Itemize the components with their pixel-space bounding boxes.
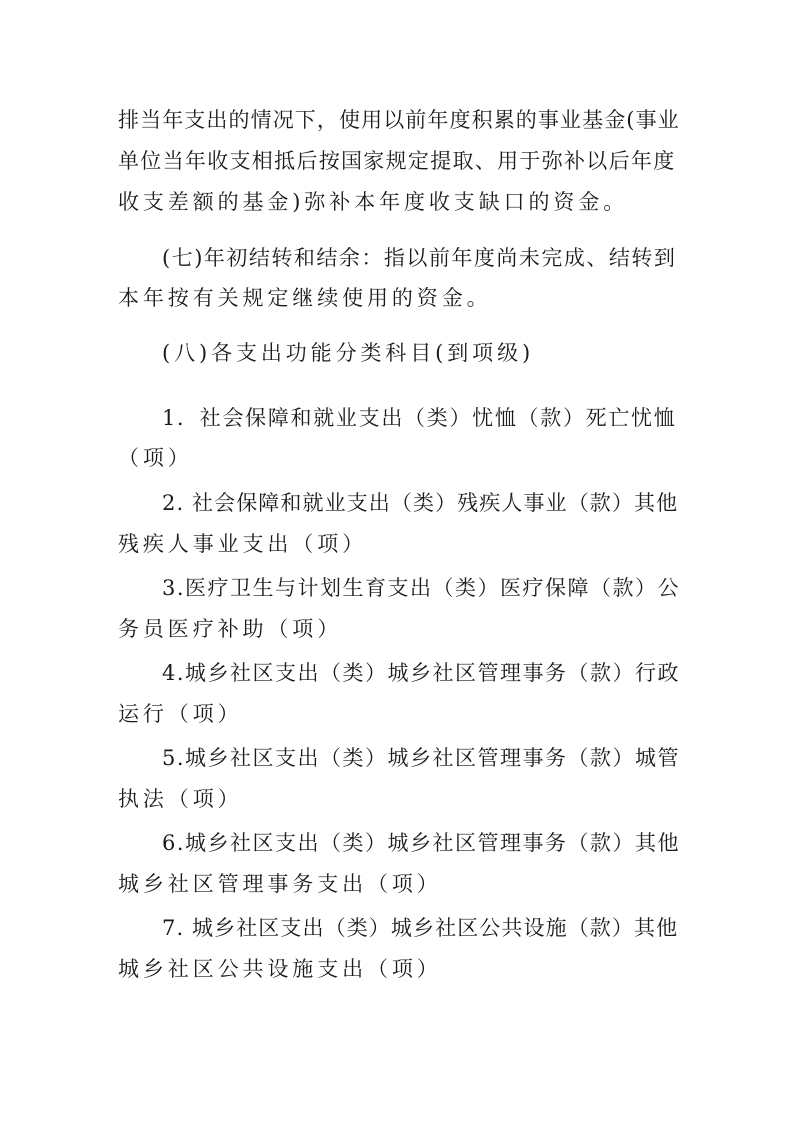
list-item-4: 4.城乡社区支出（类）城乡社区管理事务（款）行政 (162, 661, 681, 685)
paragraph-line: 排当年支出的情况下，使用以前年度积累的事业基金(事业 (118, 108, 680, 132)
list-item-4-cont: 运行（项） (118, 702, 243, 726)
list-item-6-cont: 城乡社区管理事务支出（项） (118, 872, 442, 896)
section-heading-8: (八)各支出功能分类科目(到项级) (162, 341, 535, 365)
section-heading-7: (七)年初结转和结余：指以前年度尚未完成、结转到 (162, 246, 677, 270)
list-item-2: 2. 社会保障和就业支出（类）残疾人事业（款）其他 (162, 491, 679, 515)
list-item-1-cont: （项） (118, 446, 193, 470)
list-item-6: 6.城乡社区支出（类）城乡社区管理事务（款）其他 (162, 831, 681, 855)
list-item-1: 1．社会保障和就业支出（类）忧恤（款）死亡忧恤 (162, 406, 677, 430)
list-item-5: 5.城乡社区支出（类）城乡社区管理事务（款）城管 (162, 746, 681, 770)
list-item-7-cont: 城乡社区公共设施支出（项） (118, 957, 442, 981)
paragraph-line: 收支差额的基金)弥补本年度收支缺口的资金。 (118, 190, 629, 214)
list-item-3: 3.医疗卫生与计划生育支出（类）医疗保障（款）公 (162, 576, 681, 600)
list-item-7: 7. 城乡社区支出（类）城乡社区公共设施（款）其他 (162, 916, 679, 940)
paragraph-line: 本年按有关规定继续使用的资金。 (118, 286, 492, 310)
list-item-5-cont: 执法（项） (118, 787, 243, 811)
list-item-2-cont: 残疾人事业支出（项） (118, 532, 367, 556)
paragraph-line: 单位当年收支相抵后按国家规定提取、用于弥补以后年度 (118, 149, 676, 173)
list-item-3-cont: 务员医疗补助（项） (118, 617, 343, 641)
